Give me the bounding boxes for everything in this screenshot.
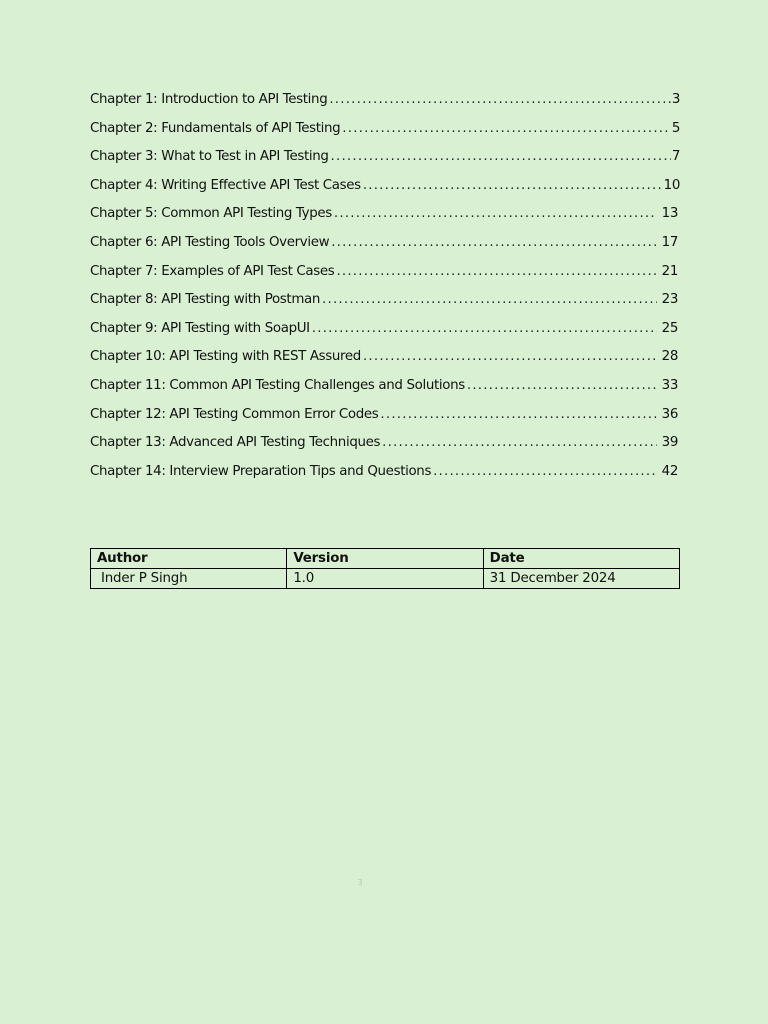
toc-entry[interactable] xyxy=(90,321,680,350)
toc-entry[interactable] xyxy=(90,206,680,235)
table-of-contents xyxy=(90,92,680,492)
toc-entry[interactable] xyxy=(90,292,680,321)
toc-entry-page: 7 xyxy=(671,149,680,165)
toc-entry[interactable] xyxy=(90,121,680,150)
toc-entry[interactable] xyxy=(90,149,680,178)
toc-entry[interactable] xyxy=(90,349,680,378)
toc-entry[interactable] xyxy=(90,235,680,264)
toc-entry-title: Chapter 6: API Testing Tools Overview xyxy=(90,234,330,250)
page-number: 3 xyxy=(357,878,363,887)
toc-leader-dots xyxy=(363,178,663,193)
date-header: Date xyxy=(483,549,679,569)
toc-entry-title: Chapter 2: Fundamentals of API Testing xyxy=(90,120,341,136)
toc-entry-title: Chapter 13: Advanced API Testing Techniques xyxy=(90,435,381,451)
toc-leader-dots xyxy=(380,407,656,422)
toc-leader-dots xyxy=(312,321,657,336)
toc-leader-dots xyxy=(467,378,657,393)
toc-entry[interactable] xyxy=(90,407,680,436)
toc-entry-page: 23 xyxy=(661,292,678,308)
toc-entry-page: 33 xyxy=(661,377,678,393)
toc-entry-title: Chapter 8: API Testing with Postman xyxy=(90,292,321,308)
toc-leader-dots xyxy=(331,149,671,164)
toc-leader-dots xyxy=(334,206,657,221)
toc-entry-page: 36 xyxy=(661,406,678,422)
document-info-value-row xyxy=(91,569,680,589)
toc-entry-title: Chapter 1: Introduction to API Testing xyxy=(90,92,328,107)
toc-leader-dots xyxy=(331,235,656,250)
toc-entry-title: Chapter 10: API Testing with REST Assured xyxy=(90,349,361,365)
toc-entry[interactable] xyxy=(90,464,680,493)
toc-entry-title: Chapter 9: API Testing with SoapUI xyxy=(90,320,310,336)
toc-entry-page: 5 xyxy=(671,120,680,136)
toc-entry-title: Chapter 4: Writing Effective API Test Cases xyxy=(90,177,361,193)
document-info-table xyxy=(90,548,680,589)
version-value: 1.0 xyxy=(287,569,483,589)
toc-entry-title: Chapter 5: Common API Testing Types xyxy=(90,206,332,222)
toc-entry[interactable] xyxy=(90,378,680,407)
toc-entry-page: 39 xyxy=(661,435,678,451)
toc-leader-dots xyxy=(336,264,656,279)
version-header: Version xyxy=(287,549,483,569)
toc-entry-page: 3 xyxy=(671,92,680,107)
toc-leader-dots xyxy=(433,464,657,479)
toc-entry-page: 10 xyxy=(663,177,680,193)
toc-entry[interactable] xyxy=(90,92,680,121)
toc-entry-page: 28 xyxy=(661,349,678,365)
toc-entry-page: 13 xyxy=(661,206,678,222)
toc-leader-dots xyxy=(329,92,670,107)
toc-entry-title: Chapter 14: Interview Preparation Tips and Questions xyxy=(90,463,432,479)
toc-entry-page: 21 xyxy=(661,263,678,279)
toc-leader-dots xyxy=(382,435,657,450)
date-value: 31 December 2024 xyxy=(483,569,679,589)
toc-entry[interactable] xyxy=(90,264,680,293)
document-info-header-row xyxy=(91,549,680,569)
toc-entry-page: 25 xyxy=(661,320,678,336)
toc-entry[interactable] xyxy=(90,435,680,464)
toc-entry-title: Chapter 7: Examples of API Test Cases xyxy=(90,263,335,279)
toc-entry-page: 17 xyxy=(661,234,678,250)
toc-leader-dots xyxy=(342,121,671,136)
author-header: Author xyxy=(91,549,287,569)
toc-leader-dots xyxy=(363,349,657,364)
author-value: Inder P Singh xyxy=(91,569,287,589)
toc-entry-title: Chapter 11: Common API Testing Challenges and Solutions xyxy=(90,377,465,393)
toc-entry[interactable] xyxy=(90,178,680,207)
toc-entry-title: Chapter 3: What to Test in API Testing xyxy=(90,149,329,165)
toc-entry-page: 42 xyxy=(661,463,678,479)
toc-leader-dots xyxy=(322,292,657,307)
toc-entry-title: Chapter 12: API Testing Common Error Codes xyxy=(90,406,379,422)
